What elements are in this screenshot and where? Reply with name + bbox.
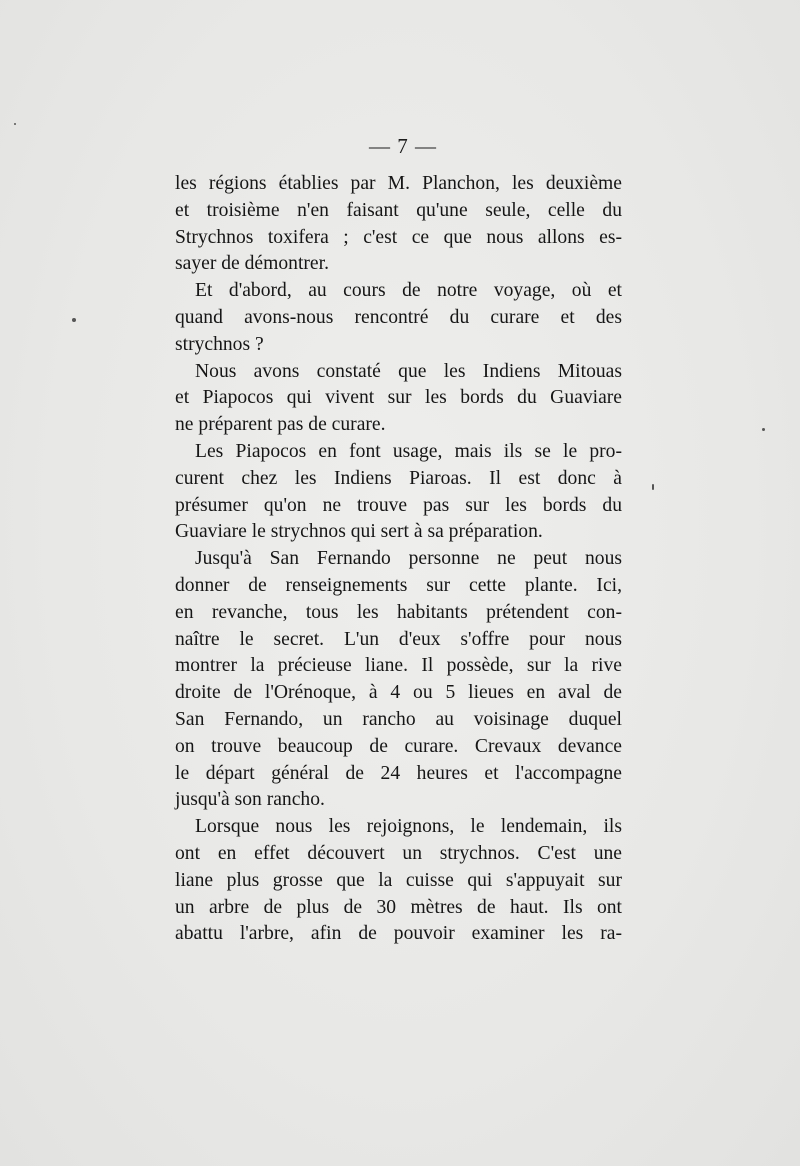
text-line: Nous avons constaté que les Indiens Mitouas xyxy=(195,360,622,382)
text-line: liane plus grosse que la cuisse qui s'appuyait sur xyxy=(175,869,622,891)
text-line: Les Piapocos en font usage, mais ils se le pro- xyxy=(195,440,622,462)
body-text xyxy=(175,171,622,948)
text-line: ont en effet découvert un strychnos. C'est une xyxy=(175,842,622,864)
text-line: le départ général de 24 heures et l'accompagne xyxy=(175,762,622,784)
text-line: un arbre de plus de 30 mètres de haut. Ils ont xyxy=(175,896,622,918)
text-line: naître le secret. L'un d'eux s'offre pour nous xyxy=(175,628,622,650)
text-line: Lorsque nous les rejoignons, le lendemain, ils xyxy=(195,816,622,838)
paper-speck xyxy=(762,428,765,431)
page-number: — 7 — xyxy=(369,134,437,158)
text-line: présumer qu'on ne trouve pas sur les bords du xyxy=(175,494,622,516)
paper-speck xyxy=(652,484,654,490)
paper-speck xyxy=(72,318,76,322)
text-line: les régions établies par M. Planchon, les deuxième xyxy=(175,173,622,194)
text-line: Jusqu'à San Fernando personne ne peut nous xyxy=(195,548,622,570)
text-line: abattu l'arbre, afin de pouvoir examiner les ra- xyxy=(175,923,622,945)
text-line: jusqu'à son rancho. xyxy=(175,789,325,811)
text-line: curent chez les Indiens Piaroas. Il est donc à xyxy=(175,467,622,489)
text-line: San Fernando, un rancho au voisinage duquel xyxy=(175,708,622,730)
text-line: et troisième n'en faisant qu'une seule, celle du xyxy=(175,199,622,221)
text-line: droite de l'Orénoque, à 4 ou 5 lieues en aval de xyxy=(175,682,622,704)
text-line: on trouve beaucoup de curare. Crevaux devance xyxy=(175,735,622,757)
text-line: et Piapocos qui vivent sur les bords du Guaviare xyxy=(175,387,622,409)
text-line: en revanche, tous les habitants prétendent con- xyxy=(175,601,622,623)
text-line: montrer la précieuse liane. Il possède, sur la rive xyxy=(175,655,622,677)
text-line: Et d'abord, au cours de notre voyage, où et xyxy=(195,280,622,302)
text-line: quand avons-nous rencontré du curare et des xyxy=(175,306,622,328)
text-line: Guaviare le strychnos qui sert à sa préparation. xyxy=(175,521,543,543)
paper-speck xyxy=(14,123,16,125)
text-line: sayer de démontrer. xyxy=(175,253,329,275)
text-line: ne préparent pas de curare. xyxy=(175,414,386,436)
text-line: donner de renseignements sur cette plante. Ici, xyxy=(175,574,622,596)
text-line: Strychnos toxifera ; c'est ce que nous allons es- xyxy=(175,226,622,248)
text-line: strychnos ? xyxy=(175,333,264,355)
